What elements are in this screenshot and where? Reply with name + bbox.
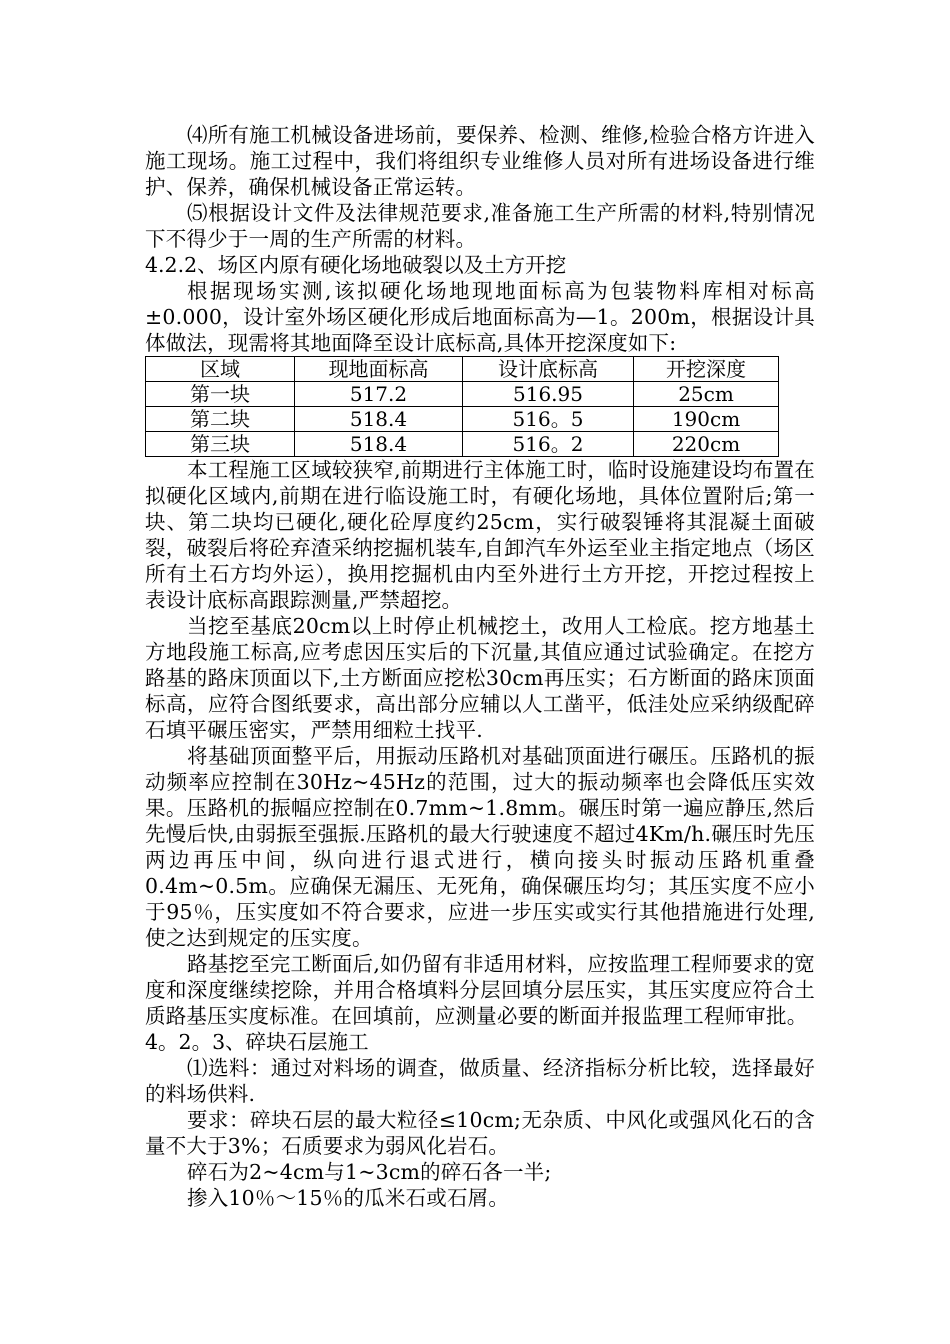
- column-header-current-elevation: 现地面标高: [295, 357, 463, 382]
- table-header-row: [146, 357, 779, 382]
- paragraph-construction-area: 本工程施工区域较狭窄,前期进行主体施工时，临时设施建设均布置在拟硬化区域内,前期在进行临设施工时，有硬化场地，具体位置附后;第一块、第二块均已硬化,硬化砼厚度约25cm，实行破裂锤将其混凝土面破裂，破裂后将砼弃渣采纳挖掘机装车,自卸汽车外运至业主指定地点（场区所有土石方均外运），换用挖掘机由内至外进行土方开挖，开挖过程按上表设计底标高跟踪测量,严禁超挖。: [145, 458, 815, 612]
- document-page: [145, 122, 815, 1211]
- column-header-design-elevation: 设计底标高: [463, 357, 634, 382]
- paragraph-material-preparation: ⑸根据设计文件及法律规范要求,准备施工生产所需的材料,特别情况下不得少于一周的生产所需的材料。: [145, 201, 815, 251]
- paragraph-material-selection: ⑴选料：通过对料场的调查，做质量、经济指标分析比较，选择最好的料场供料.: [145, 1056, 815, 1106]
- table-row: [146, 432, 779, 457]
- section-heading-4-2-3: 4。2。3、碎块石层施工: [145, 1030, 369, 1054]
- paragraph-requirements: 要求：碎块石层的最大粒径≤10cm;无杂质、中风化或强风化石的含量不大于3%；石质要求为弱风化岩石。: [145, 1108, 815, 1158]
- table-cell: 25cm: [634, 382, 779, 407]
- section-heading-4-2-2: 4.2.2、场区内原有硬化场地破裂以及土方开挖: [145, 253, 567, 277]
- table-cell: 第三块: [146, 432, 295, 457]
- paragraph-site-survey: 根据现场实测,该拟硬化场地现地面标高为包装物料库相对标高±0.000，设计室外场区硬化形成后地面标高为—1。200m，根据设计具体做法，现需将其地面降至设计底标高,具体开挖深度如下:: [145, 279, 815, 355]
- table-cell: 516。2: [463, 432, 634, 457]
- table-cell: 517.2: [295, 382, 463, 407]
- table-cell: 第二块: [146, 407, 295, 432]
- table-cell: 190cm: [634, 407, 779, 432]
- table-cell: 518.4: [295, 407, 463, 432]
- paragraph-stone-chips: 掺入10％～15％的瓜米石或石屑。: [187, 1186, 510, 1210]
- table-cell: 第一块: [146, 382, 295, 407]
- column-header-area: 区域: [146, 357, 295, 382]
- column-header-excavation-depth: 开挖深度: [634, 357, 779, 382]
- table-row: [146, 382, 779, 407]
- paragraph-manual-grading: 当挖至基底20cm以上时停止机械挖土，改用人工检底。挖方地基土方地段施工标高,应考虑因压实后的下沉量,其值应通过试验确定。在挖方路基的路床顶面以下,土方断面应挖松30cm再压实；石方断面的路床顶面标高，应符合图纸要求，高出部分应辅以人工凿平，低洼处应采纳级配碎石填平碾压密实，严禁用细粒土找平.: [145, 614, 815, 742]
- paragraph-subgrade-excavation: 路基挖至完工断面后,如仍留有非适用材料，应按监理工程师要求的宽度和深度继续挖除，并用合格填料分层回填分层压实，其压实度应符合土质路基压实度标准。在回填前，应测量必要的断面并报监理工程师审批。: [145, 952, 815, 1028]
- table-cell: 518.4: [295, 432, 463, 457]
- table-cell: 516.95: [463, 382, 634, 407]
- table-cell: 516。5: [463, 407, 634, 432]
- table-cell: 220cm: [634, 432, 779, 457]
- paragraph-compaction: 将基础顶面整平后，用振动压路机对基础顶面进行碾压。压路机的振动频率应控制在30Hz~45Hz的范围，过大的振动频率也会降低压实效果。压路机的振幅应控制在0.7mm~1.8mm。碾压时第一遍应静压,然后先慢后快,由弱振至强振.压路机的最大行驶速度不超过4Km/h.碾压时先压两边再压中间，纵向进行退式进行，横向接头时振动压路机重叠0.4m~0.5m。应确保无漏压、无死角，确保碾压均匀；其压实度不应小于95％，压实度如不符合要求，应进一步压实或实行其他措施进行处理,使之达到规定的压实度。: [145, 744, 815, 950]
- paragraph-equipment-maintenance: ⑷所有施工机械设备进场前，要保养、检测、维修,检验合格方许进入施工现场。施工过程中，我们将组织专业维修人员对所有进场设备进行维护、保养，确保机械设备正常运转。: [145, 123, 815, 199]
- excavation-depth-table: [145, 356, 779, 457]
- paragraph-gravel-size: 碎石为2~4cm与1~3cm的碎石各一半;: [187, 1160, 552, 1184]
- table-row: [146, 407, 779, 432]
